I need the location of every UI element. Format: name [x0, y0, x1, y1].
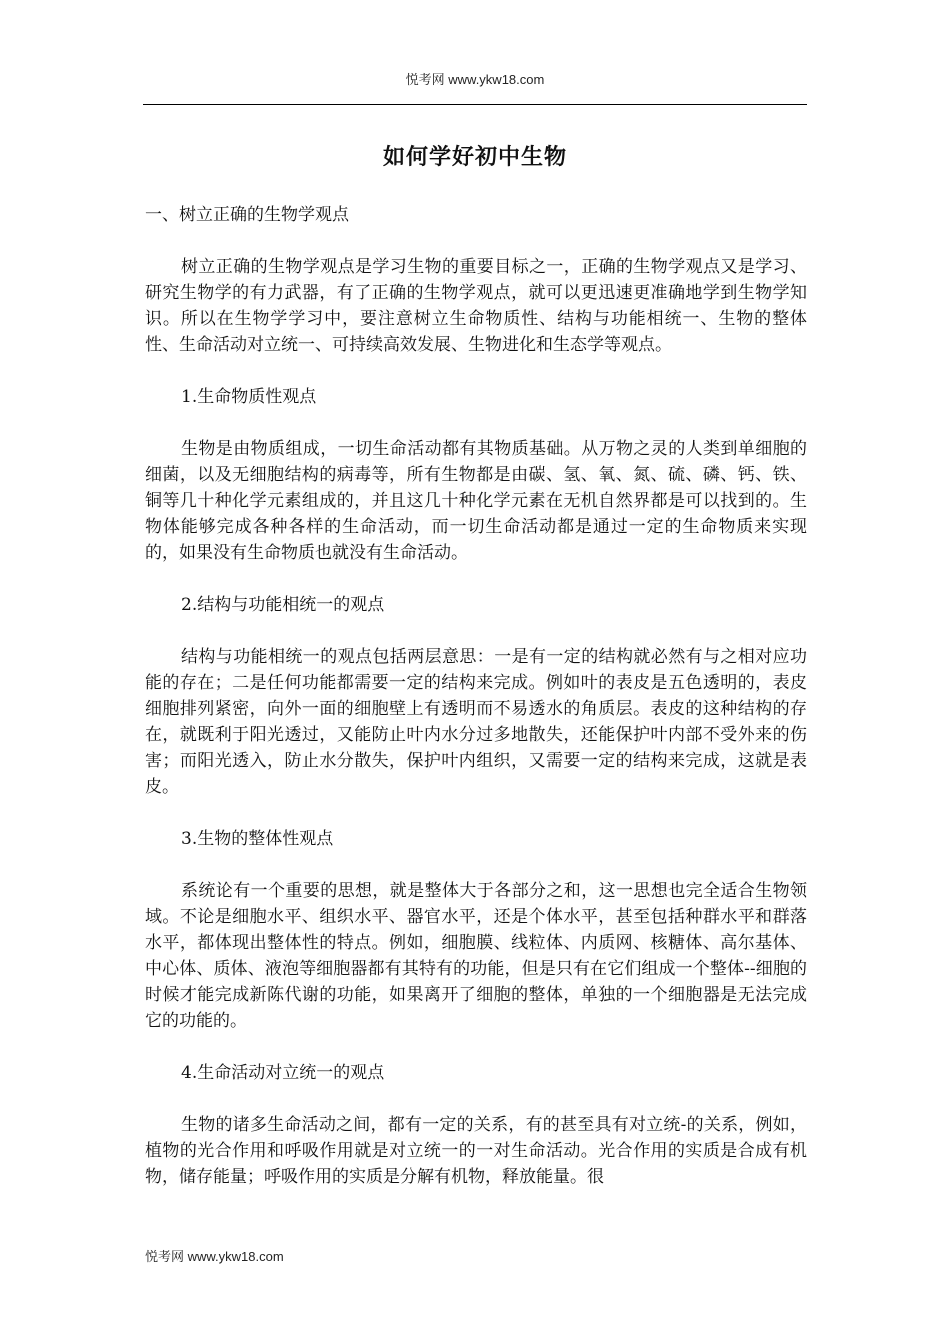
document-title: 如何学好初中生物 [382, 144, 567, 170]
header-divider [143, 104, 807, 105]
subsection-paragraph-1: 生物是由物质组成，一切生命活动都有其物质基础。从万物之灵的人类到单细胞的细菌，以及无细胞结构的病毒等，所有生物都是由碳、氢、氧、氮、硫、磷、钙、铁、铜等几十种化学元素组成的，并且这几十种化学元素在无机自然界都是可以找到的。生物体能够完成各种各样的生命活动，而一切生命活动都是通过一定的生命物质来实现的，如果没有生命物质也就没有生命活动。 [145, 439, 807, 563]
subsection-paragraph-2: 结构与功能相统一的观点包括两层意思：一是有一定的结构就必然有与之相对应功能的存在；二是任何功能都需要一定的结构来完成。例如叶的表皮是五色透明的，表皮细胞排列紧密，向外一面的细胞壁上有透明而不易透水的角质层。表皮的这种结构的存在，就既利于阳光透过，又能防止叶内水分过多地散失，还能保护叶内部不受外来的伤害；而阳光透入，防止水分散失，保护叶内组织，又需要一定的结构来完成，这就是表皮。 [145, 647, 807, 797]
subsection-paragraph-4: 生物的诸多生命活动之间，都有一定的关系，有的甚至具有对立统-的关系，例如，植物的光合作用和呼吸作用就是对立统一的一对生命活动。光合作用的实质是合成有机物，储存能量；呼吸作用的实质是分解有机物，释放能量。很 [145, 1115, 807, 1187]
intro-paragraph: 树立正确的生物学观点是学习生物的重要目标之一，正确的生物学观点又是学习、研究生物学的有力武器，有了正确的生物学观点，就可以更迅速更准确地学到生物学知识。所以在生物学学习中，要注意树立生命物质性、结构与功能相统一、生物的整体性、生命活动对立统一、可持续高效发展、生物进化和生态学等观点。 [145, 257, 807, 355]
subsection-heading-1: 1.生命物质性观点 [181, 387, 317, 407]
subsection-heading-3: 3.生物的整体性观点 [181, 829, 334, 849]
document-body [145, 202, 807, 1216]
section-heading: 一、树立正确的生物学观点 [145, 205, 349, 225]
subsection-paragraph-3: 系统论有一个重要的思想，就是整体大于各部分之和，这一思想也完全适合生物领域。不论是细胞水平、组织水平、器官水平，还是个体水平，甚至包括种群水平和群落水平，都体现出整体性的特点。例如，细胞膜、线粒体、内质网、核糖体、高尔基体、中心体、质体、液泡等细胞器都有其特有的功能，但是只有在它们组成一个整体--细胞的时候才能完成新陈代谢的功能，如果离开了细胞的整体，单独的一个细胞器是无法完成它的功能的。 [145, 881, 807, 1031]
subsection-heading-2: 2.结构与功能相统一的观点 [181, 595, 385, 615]
page-footer-site: 悦考网 www.ykw18.com [145, 1249, 284, 1264]
subsection-heading-4: 4.生命活动对立统一的观点 [181, 1063, 385, 1083]
page-header-site: 悦考网 www.ykw18.com [405, 72, 545, 87]
